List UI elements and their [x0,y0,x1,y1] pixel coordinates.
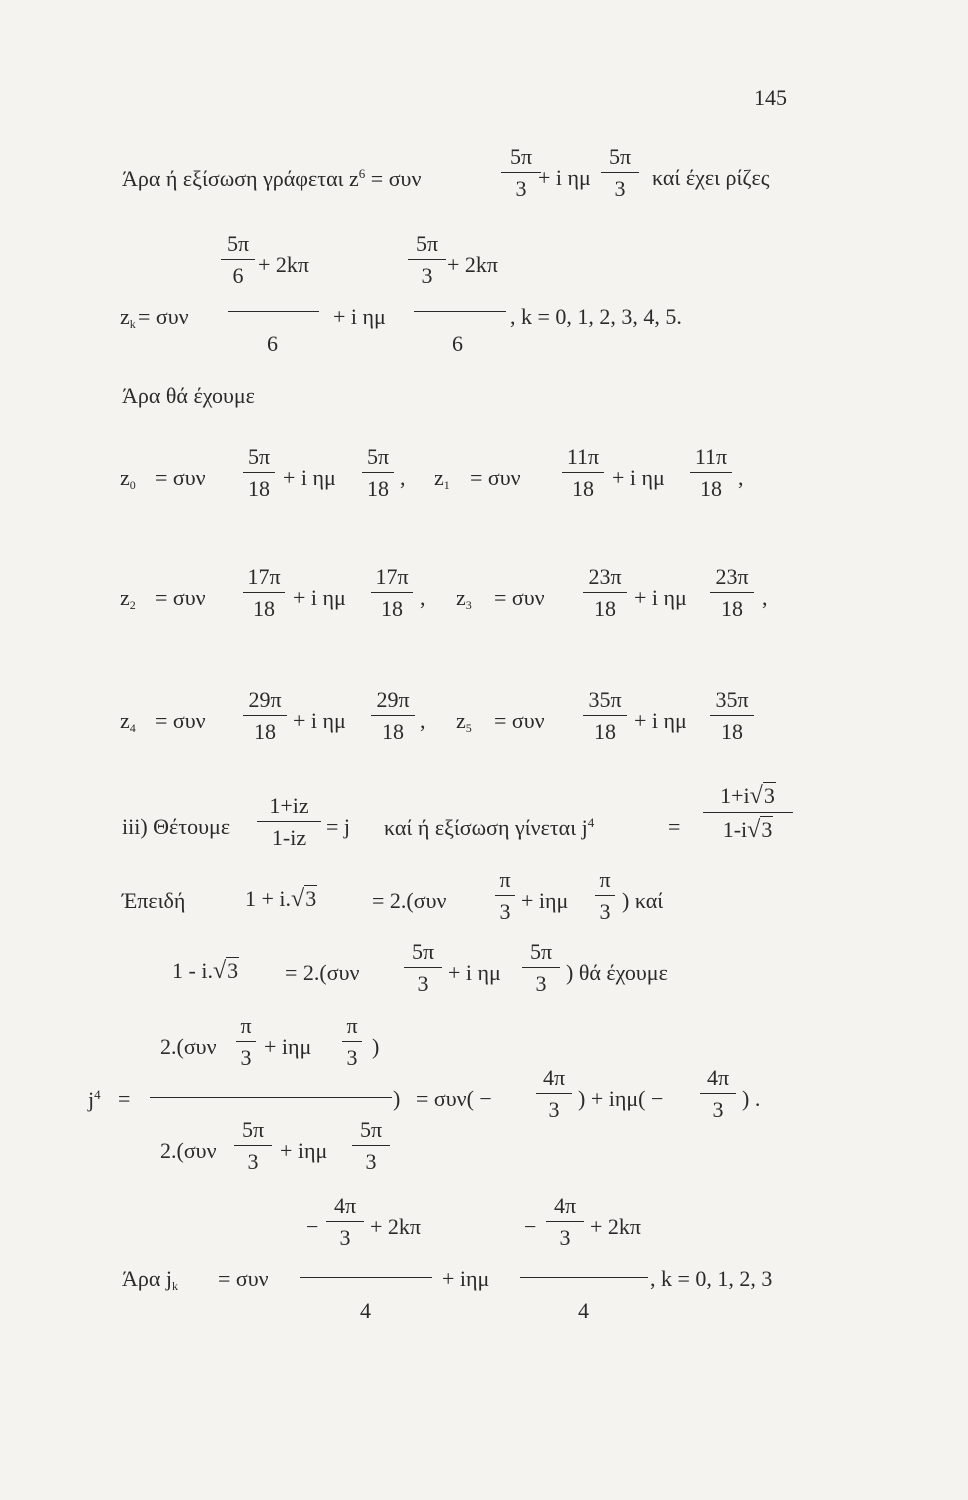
fraction [690,446,732,500]
numerator: 35π [715,687,749,712]
plus-i-sin: + i ημ [634,585,687,610]
plus-i-sin: + i ημ [634,708,687,733]
denominator: 3 [599,899,611,924]
numerator: π [346,1013,358,1038]
plus-2k-pi: + 2kπ [447,252,499,277]
denominator: 18 [700,476,722,501]
equals-cos: = συν [155,708,206,733]
expression-part: 1 + i. [245,886,292,911]
numerator: 4π [706,1065,730,1090]
denominator: 18 [367,476,389,501]
fraction [710,689,754,743]
denominator: 6 [267,331,278,356]
denominator: 18 [721,596,743,621]
denominator: 18 [254,719,276,744]
denominator: 3 [548,1097,560,1122]
plus-2k-pi: + 2kπ [258,252,310,277]
plus-i-sin: ) + iημ( − [578,1086,664,1111]
equals: = [668,814,681,839]
fraction [583,689,627,743]
denominator: 18 [382,719,404,744]
numerator: 1+iz [269,793,309,818]
denominator: 18 [594,596,616,621]
and-text: ) καί [622,888,664,913]
j-symbol: j [88,1087,95,1112]
exponent: 4 [587,815,595,830]
denominator: 18 [253,596,275,621]
denominator: 18 [594,719,616,744]
we-will-have-text: ) θά έχουμε [566,960,668,985]
denominator: 3 [339,1225,351,1250]
fraction [352,1119,390,1173]
comma: , [420,708,426,733]
z-symbol: z [120,465,130,490]
equals-cos: = συν [155,585,206,610]
fraction [500,146,542,200]
comma: , [420,585,426,610]
numerator: 23π [588,564,622,589]
fraction-bar [414,311,506,312]
denominator: 3 [365,1149,377,1174]
equals-cos: = συν [494,585,545,610]
root-label [456,710,472,734]
equals-cos: = συν [370,166,422,191]
fraction [234,1119,272,1173]
z-symbol: z [456,708,466,733]
denominator-part: 1-i [722,817,748,842]
equals-2-cos: = 2.(συν [372,888,447,913]
numerator: 17π [247,564,281,589]
subscript: 3 [465,598,472,612]
denominator: 18 [721,719,743,744]
subscript: k [172,1279,179,1293]
numerator: 5π [226,231,250,256]
denominator: 3 [346,1045,358,1070]
subscript: 0 [129,478,136,492]
denominator: 18 [248,476,270,501]
denominator: 3 [712,1097,724,1122]
fraction [243,566,285,620]
fraction [595,869,615,923]
plus-i-sin: + i ημ [293,708,346,733]
radicand: 3 [761,817,773,842]
denominator: 3 [240,1045,252,1070]
comma: , [762,585,768,610]
numerator: 5π [529,939,553,964]
root-label [434,467,450,491]
denominator: 1-iz [271,825,307,850]
exponent: 4 [94,1087,101,1102]
sqrt: √3 [749,783,775,809]
expression [172,959,239,983]
denominator: 18 [381,596,403,621]
roots-text: καί έχει ρίζες [652,165,770,190]
plus-i-sin: + iημ [521,888,569,913]
equals-2-cos: = 2.(συν [285,960,360,985]
fraction [600,146,640,200]
denominator: 3 [559,1225,571,1250]
fraction-bar [228,311,319,312]
numerator: 5π [359,1117,383,1142]
denominator: 3 [247,1149,259,1174]
numerator: 5π [241,1117,265,1142]
fraction [536,1067,572,1121]
close-paren: ) [372,1034,380,1059]
expression-part: 1 - i. [172,958,213,983]
sqrt: √3 [747,817,773,843]
fraction [522,941,560,995]
equals-cos: = συν [138,304,189,329]
denominator: 3 [535,971,547,996]
radicand: 3 [305,886,317,911]
denominator: 6 [452,331,463,356]
denominator: 4 [360,1298,371,1323]
root-label [120,710,136,734]
exponent: 6 [358,166,366,181]
subscript: 2 [129,598,136,612]
cos-prefix: 2.(συν [160,1034,217,1059]
end-paren: ) . [742,1086,761,1111]
denominator: 18 [572,476,594,501]
final-label [122,1268,178,1292]
equation-text-label: καί ή εξίσωση γίνεται j [384,815,588,840]
fraction [700,1067,736,1121]
fraction [371,566,413,620]
plus-i-sin: + iημ [264,1034,312,1059]
equals: = [118,1086,131,1111]
fraction [243,446,275,500]
equals-cos: = συν( − [416,1086,492,1111]
numerator: 5π [509,144,533,169]
close-paren: ) [393,1086,401,1111]
radicand: 3 [763,783,775,808]
plus-i-sin: + i ημ [283,465,336,490]
denominator: 3 [421,263,433,288]
minus: − [306,1214,319,1239]
plus-i-sin: + i ημ [612,465,665,490]
fraction [220,233,256,287]
fraction-bar [520,1277,648,1278]
page-number: 145 [754,85,787,110]
k-values: , k = 0, 1, 2, 3, 4, 5. [510,304,682,329]
numerator: 5π [415,231,439,256]
fraction [407,233,447,287]
plus-i-sin: + iημ [280,1138,328,1163]
numerator: π [599,867,611,892]
equals-cos: = συν [494,708,545,733]
plus-i-sin: + i ημ [448,960,501,985]
denominator: 6 [232,263,244,288]
fraction [495,869,515,923]
fraction [583,566,627,620]
fraction [236,1015,256,1069]
zk-label [120,306,136,330]
expression [245,887,317,911]
cos-prefix: 2.(συν [160,1138,217,1163]
comma: , [738,465,744,490]
j4-label [88,1088,101,1111]
minus: − [524,1214,537,1239]
plus-2k-pi: + 2kπ [370,1214,422,1239]
plus-i-sin: + i ημ [538,165,591,190]
z-symbol: z [456,585,466,610]
plus-2k-pi: + 2kπ [590,1214,642,1239]
numerator [720,784,776,808]
fraction-bar [150,1097,392,1098]
numerator-part: 1+i [720,783,750,808]
z-symbol: z [120,304,130,329]
subscript: 1 [443,478,450,492]
sqrt: √3 [291,886,317,912]
denominator: 3 [499,899,511,924]
numerator: 11π [566,444,600,469]
fraction [342,1015,362,1069]
subscript: 4 [129,721,136,735]
part-label: iii) Θέτουμε [122,814,231,839]
fraction [243,689,287,743]
numerator: 35π [588,687,622,712]
numerator: π [240,1013,252,1038]
fraction [562,446,604,500]
numerator: 4π [333,1193,357,1218]
denominator: 3 [614,176,626,201]
equals-j: = j [326,814,351,839]
fraction-bar [300,1277,432,1278]
fraction [326,1195,364,1249]
subscript: k [129,317,136,331]
numerator: π [499,867,511,892]
z-symbol: z [120,708,130,733]
k-values: , k = 0, 1, 2, 3 [650,1266,773,1291]
sqrt: √3 [212,958,239,984]
fraction [546,1195,584,1249]
numerator: 5π [608,144,632,169]
final-label-text: Άρα j [122,1266,173,1291]
fraction [256,795,322,849]
subscript: 5 [465,721,472,735]
since-label: Έπειδή [122,888,186,913]
fraction [371,689,415,743]
plus-i-sin: + iημ [442,1266,490,1291]
z-symbol: z [434,465,444,490]
equals-cos: = συν [155,465,206,490]
equals-cos: = συν [470,465,521,490]
numerator: 29π [248,687,282,712]
plus-i-sin: + i ημ [333,304,386,329]
root-label [120,587,136,611]
numerator: 4π [542,1065,566,1090]
numerator: 5π [411,939,435,964]
denominator: 3 [515,176,527,201]
denominator [723,818,774,842]
then-text: Άρα θά έχουμε [122,383,255,408]
denominator: 4 [578,1298,589,1323]
numerator: 5π [247,444,271,469]
fraction [404,941,442,995]
equation-text [384,816,594,839]
numerator: 11π [694,444,728,469]
plus-i-sin: + i ημ [293,585,346,610]
fraction [710,566,754,620]
equation-intro [122,167,421,190]
equals-cos: = συν [218,1266,269,1291]
radicand: 3 [227,958,239,983]
equation-intro-text: Άρα ή εξίσωση γράφεται z [122,166,359,191]
numerator: 4π [553,1193,577,1218]
comma: , [400,465,406,490]
numerator: 23π [715,564,749,589]
fraction [702,784,794,842]
denominator: 3 [417,971,429,996]
root-label [456,587,472,611]
z-symbol: z [120,585,130,610]
root-label [120,467,136,491]
fraction [362,446,394,500]
numerator: 29π [376,687,410,712]
numerator: 5π [366,444,390,469]
numerator: 17π [375,564,409,589]
